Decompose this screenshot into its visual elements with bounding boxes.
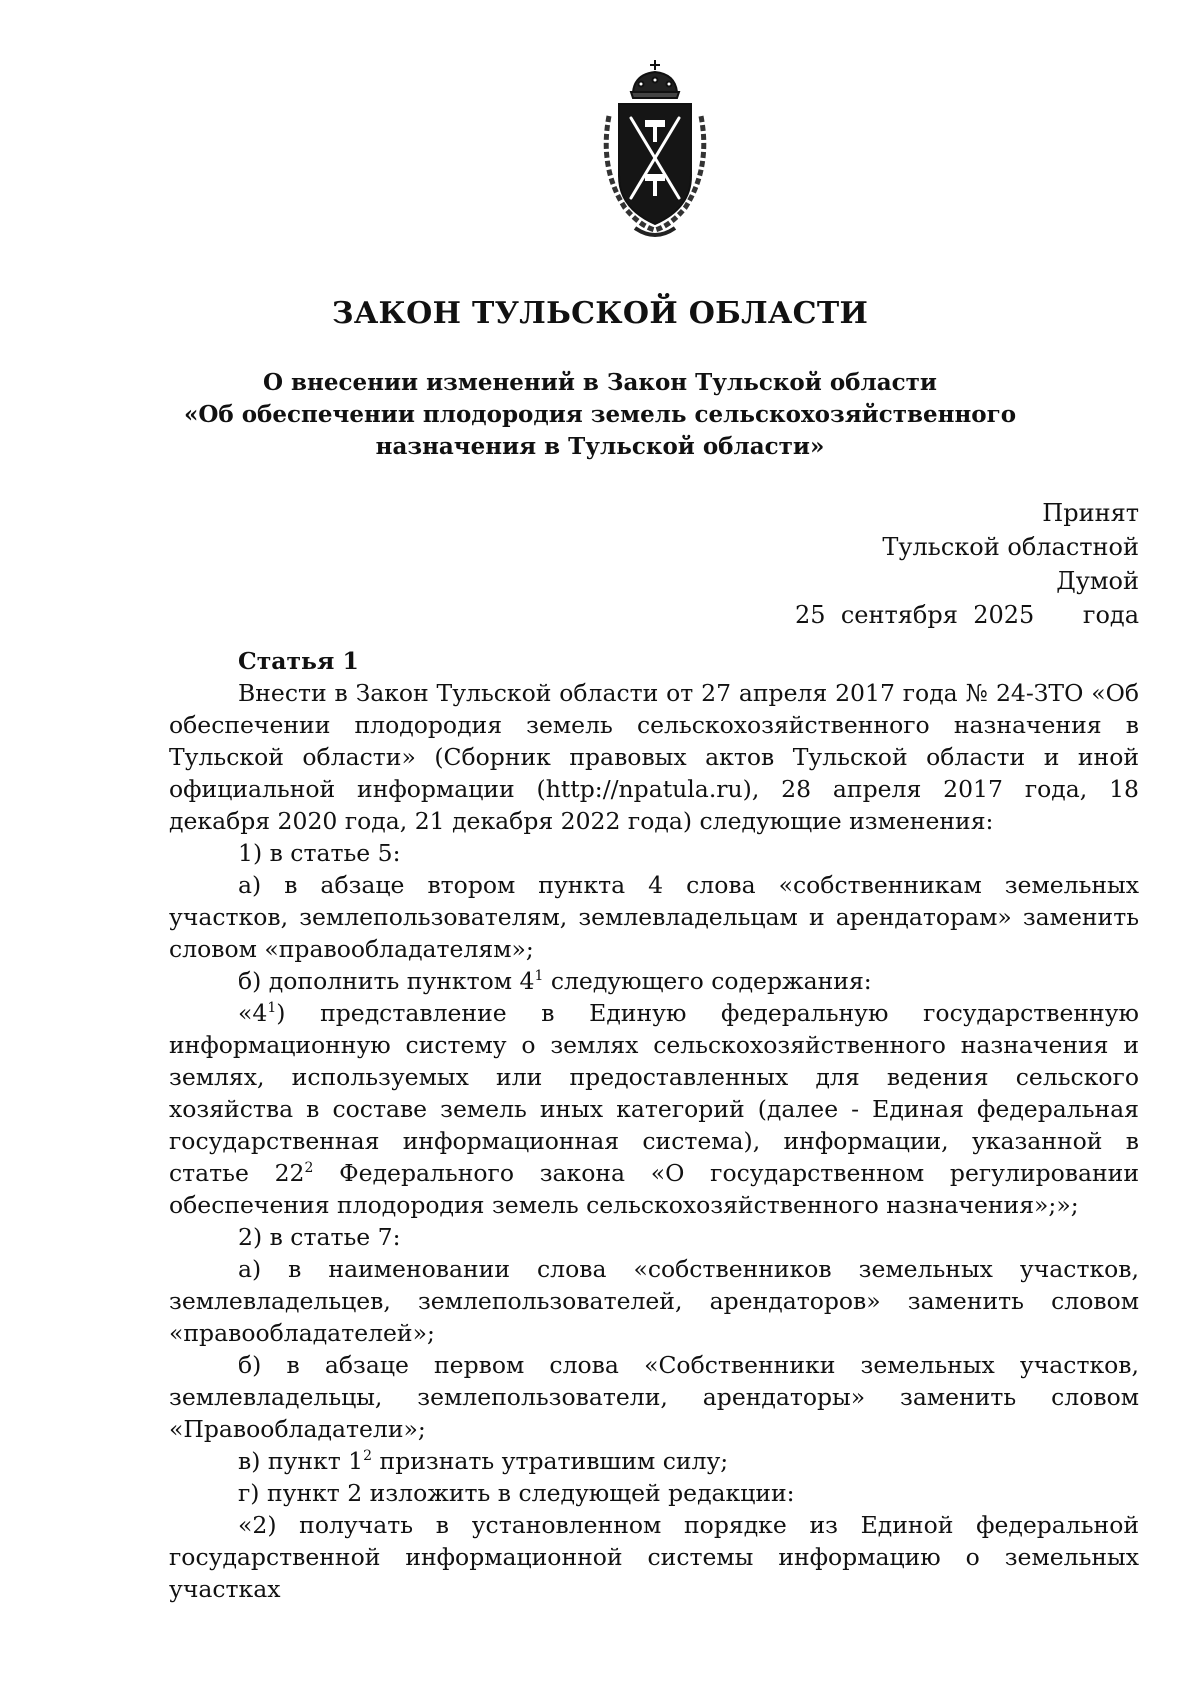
article-body bbox=[169, 645, 1139, 1605]
paragraph-line: «2) получать в установленном порядке из Единой федеральной bbox=[238, 1511, 1139, 1539]
document-subtitle bbox=[0, 367, 1200, 463]
text-run: в) пункт 1 bbox=[238, 1447, 364, 1475]
text-run: ) представление в Единую федеральную государственную информационную систему о землях сельскохозяйственного назначения и землях, используемых или предоставленных для ведения сельского хозяйства в составе земель иных категорий (далее - Единая федеральная государственная информационная система), информации, указанной в статье 22 bbox=[169, 999, 1139, 1187]
text-run: Федерального закона «О государственном регулировании обеспечения плодородия земель сельскохозяйственного назначения»;»; bbox=[169, 1159, 1140, 1219]
superscript: 1 bbox=[534, 968, 544, 984]
text-run: б) дополнить пунктом 4 bbox=[238, 967, 535, 995]
subtitle-line: О внесении изменений в Закон Тульской области bbox=[263, 369, 937, 396]
adopted-date bbox=[795, 598, 1139, 632]
paragraph: б) в абзаце первом слова «Собственники земельных участков, землевладельцы, землепользователи, арендаторы» заменить словом «Правообладатели»; bbox=[169, 1351, 1139, 1443]
adoption-block bbox=[795, 496, 1139, 632]
document-title: ЗАКОН ТУЛЬСКОЙ ОБЛАСТИ bbox=[331, 296, 869, 331]
paragraph: а) в абзаце втором пункта 4 слова «собственникам земельных участков, землепользователям, землевладельцам и арендаторам» заменить словом «правообладателям»; bbox=[169, 871, 1139, 963]
adopted-month: сентября bbox=[840, 601, 958, 629]
adopted-day: 25 bbox=[795, 601, 826, 629]
coat-of-arms-icon bbox=[595, 58, 715, 248]
adopted-by: Тульской областной Думой bbox=[882, 533, 1139, 595]
article-heading: Статья 1 bbox=[238, 647, 359, 675]
text-run: следующего содержания: bbox=[543, 967, 872, 995]
text-run: «4 bbox=[238, 999, 268, 1027]
superscript: 1 bbox=[267, 1000, 277, 1016]
paragraph-line: государственной информационной системы информацию о земельных участках bbox=[169, 1543, 1139, 1603]
paragraph: а) в наименовании слова «собственников земельных участков, землевладельцев, землепользователей, арендаторов» заменить словом «правообладателей»; bbox=[169, 1255, 1139, 1347]
superscript: 2 bbox=[304, 1160, 314, 1176]
paragraph: г) пункт 2 изложить в следующей редакции: bbox=[238, 1479, 795, 1507]
superscript: 2 bbox=[363, 1448, 373, 1464]
paragraph bbox=[169, 965, 1139, 997]
paragraph: Внести в Закон Тульской области от 27 апреля 2017 года № 24-ЗТО «Об обеспечении плодородия земель сельскохозяйственного назначения в Тульской области» (Сборник правовых актов Тульской области и иной официальной информации (http://npatula.ru), 28 апреля 2017 года, 18 декабря 2020 года, 21 декабря 2022 года) следующие изменения: bbox=[169, 679, 1139, 835]
paragraph: 2) в статье 7: bbox=[238, 1223, 401, 1251]
subtitle-line: назначения в Тульской области» bbox=[375, 433, 825, 460]
adopted-year-word: года bbox=[1082, 601, 1139, 629]
paragraph bbox=[169, 1445, 1139, 1477]
adopted-year: 2025 bbox=[973, 601, 1035, 629]
paragraph bbox=[169, 997, 1139, 1221]
text-run: признать утратившим силу; bbox=[372, 1447, 729, 1475]
adopted-label: Принят bbox=[1042, 499, 1139, 527]
subtitle-line: «Об обеспечении плодородия земель сельскохозяйственного bbox=[183, 401, 1017, 428]
paragraph: 1) в статье 5: bbox=[238, 839, 401, 867]
